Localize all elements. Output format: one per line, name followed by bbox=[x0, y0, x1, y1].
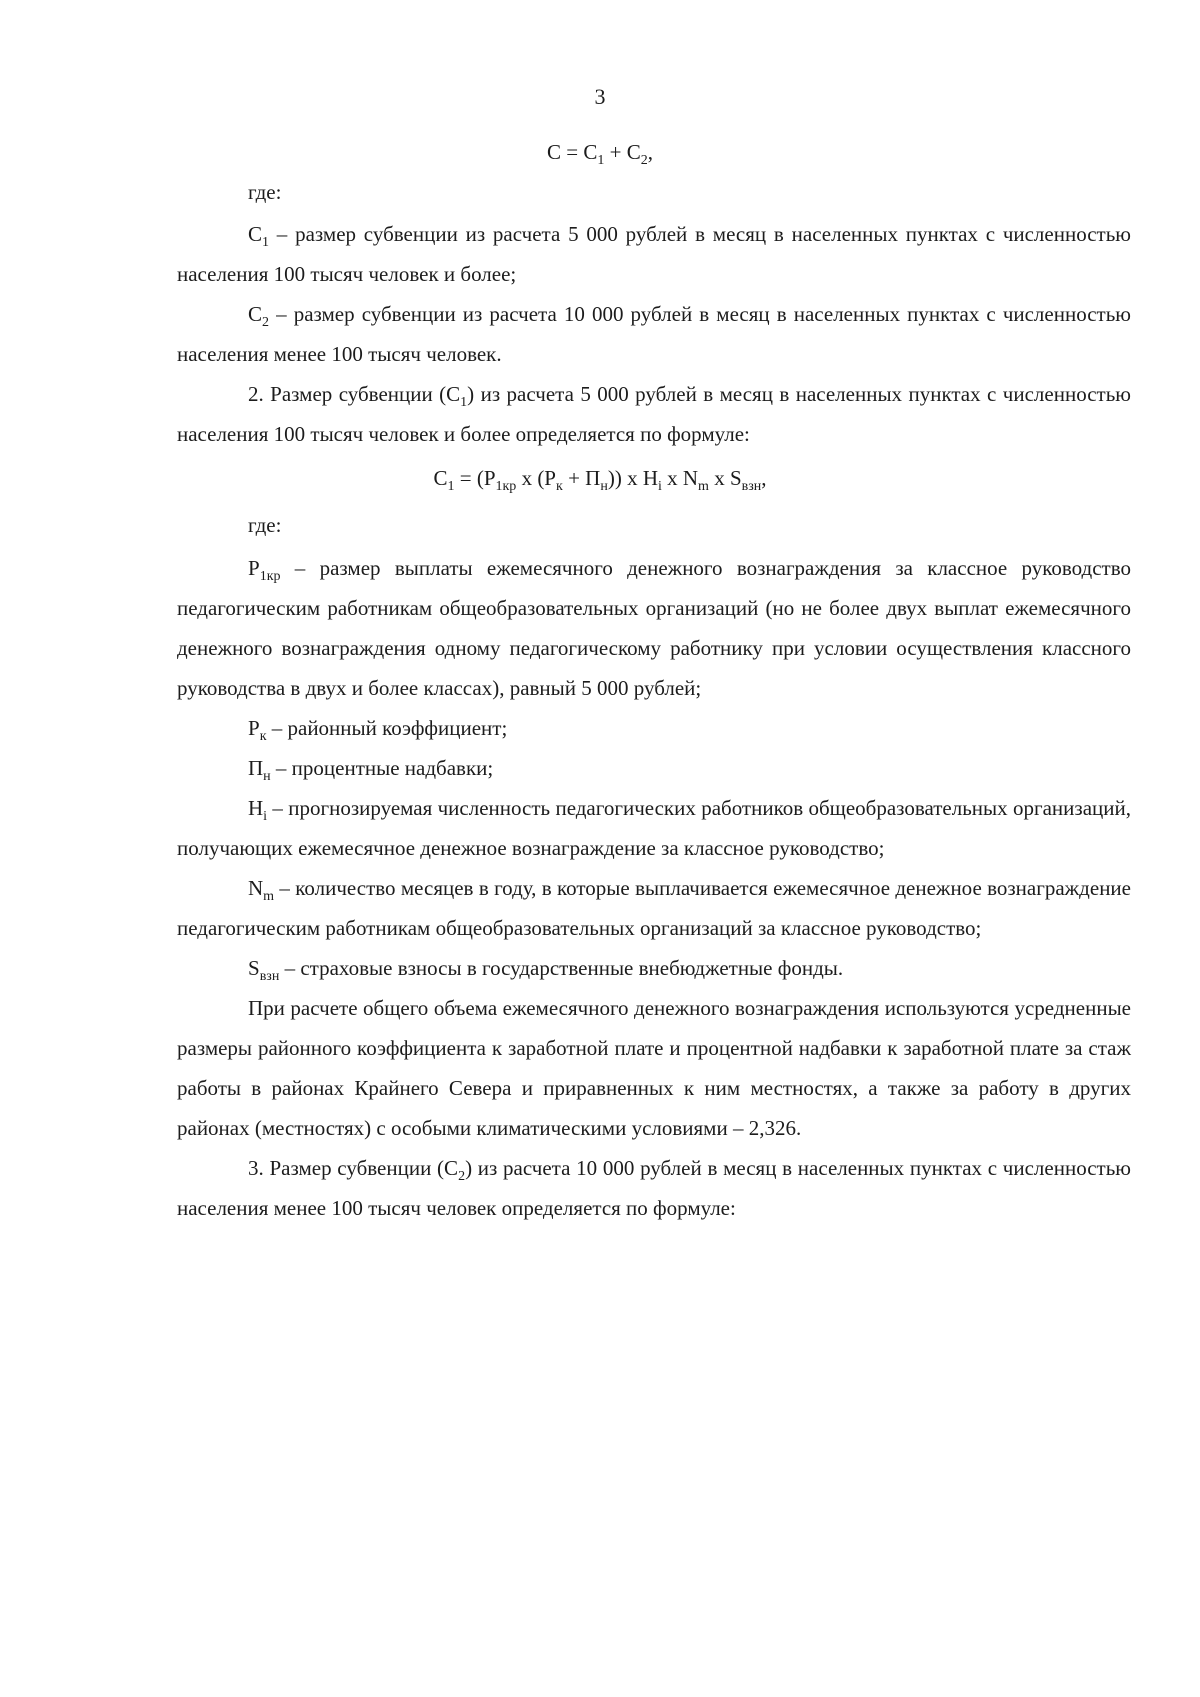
paragraph-text: ) из расчета 10 000 рублей в месяц в населенных пунктах с численностью населения менее 100 тысяч человек определяется по формуле: bbox=[177, 1156, 1131, 1220]
definition-text: – прогнозируемая численность педагогических работников общеобразовательных организаций, получающих ежемесячное денежное вознаграждение за классное руководство; bbox=[177, 796, 1131, 860]
formula-subscript: i bbox=[657, 479, 662, 494]
formula-text: , bbox=[647, 140, 653, 164]
definition-hi bbox=[177, 788, 1131, 868]
item-2 bbox=[177, 374, 1131, 454]
definition-text: – районный коэффициент; bbox=[266, 716, 508, 740]
definition-text: – количество месяцев в году, в которые выплачивается ежемесячное денежное вознаграждение педагогическим работникам общеобразовательных организаций за классное руководство; bbox=[177, 876, 1131, 940]
symbol-subscript: к bbox=[259, 729, 267, 744]
symbol: N bbox=[248, 876, 264, 900]
definition-text: – размер субвенции из расчета 5 000 рублей в месяц в населенных пунктах с численностью населения 100 тысяч человек и более; bbox=[177, 222, 1131, 286]
symbol: П bbox=[248, 756, 264, 780]
formula-text: х (Р bbox=[516, 466, 556, 490]
definition-pk bbox=[177, 708, 1131, 748]
symbol: Р bbox=[248, 716, 260, 740]
symbol: S bbox=[248, 956, 260, 980]
page-number: 3 bbox=[594, 84, 606, 109]
definition-text: – процентные надбавки; bbox=[270, 756, 494, 780]
definition-text: – размер субвенции из расчета 10 000 рублей в месяц в населенных пунктах с численностью населения менее 100 тысяч человек. bbox=[177, 302, 1131, 366]
definition-text: – размер выплаты ежемесячного денежного вознаграждения за классное руководство педагогическим работникам общеобразовательных организаций (но не более двух выплат ежемесячного денежного вознаграждения одному педагогическому работнику при условии осуществления классного руководства в двух и более классах), равный 5 000 рублей; bbox=[177, 556, 1131, 700]
formula-text: , bbox=[761, 466, 767, 490]
formula-text: х S bbox=[708, 466, 742, 490]
symbol-subscript: 1 bbox=[262, 235, 270, 250]
formula-text: + П bbox=[562, 466, 601, 490]
paragraph-text: 2. Размер субвенции (С bbox=[248, 382, 461, 406]
formula-subscript: 1 bbox=[597, 153, 605, 168]
item-3 bbox=[177, 1148, 1131, 1228]
definition-pn bbox=[177, 748, 1131, 788]
paragraph-text: ) из расчета 5 000 рублей в месяц в населенных пунктах с численностью населения 100 тысяч человек и более определяется по формуле: bbox=[177, 382, 1131, 446]
formula-subscript: 2 bbox=[640, 153, 648, 168]
formula-subscript: н bbox=[600, 479, 608, 494]
formula-subscript: 1кр bbox=[495, 479, 517, 494]
formula-subscript: m bbox=[698, 479, 709, 494]
formula-text: )) х Н bbox=[607, 466, 658, 490]
symbol: С bbox=[248, 222, 263, 246]
symbol-subscript: 1 bbox=[460, 395, 468, 410]
paragraph-average-coefficients: При расчете общего объема ежемесячного денежного вознаграждения используются усредненные размеры районного коэффициента к заработной плате и процентной надбавки к заработной плате за стаж работы в районах Крайнего Севера и приравненных к ним местностях, а также за работу в других районах (местностях) с особыми климатическими условиями – 2,326. bbox=[177, 996, 1131, 1140]
symbol: Н bbox=[248, 796, 264, 820]
symbol-subscript: 2 bbox=[458, 1169, 466, 1184]
symbol-subscript: m bbox=[263, 889, 275, 904]
definition-c1 bbox=[177, 214, 1131, 294]
formula-subscript: к bbox=[556, 479, 563, 494]
formula-text: + С bbox=[604, 140, 641, 164]
symbol-subscript: 2 bbox=[262, 315, 270, 330]
formula-text: х N bbox=[661, 466, 699, 490]
formula-total bbox=[0, 140, 1200, 168]
formula-subscript: 1 bbox=[447, 479, 455, 494]
symbol-subscript: н bbox=[263, 769, 271, 784]
symbol: Р bbox=[248, 556, 260, 580]
definition-c2 bbox=[177, 294, 1131, 374]
formula-c1 bbox=[0, 466, 1200, 494]
definitions-c bbox=[177, 214, 1131, 454]
symbol-subscript: 1кр bbox=[259, 569, 281, 584]
paragraph-text: 3. Размер субвенции (С bbox=[248, 1156, 459, 1180]
formula-text: = (Р bbox=[454, 466, 496, 490]
definition-text: – страховые взносы в государственные внебюджетные фонды. bbox=[279, 956, 844, 980]
definition-p1kr bbox=[177, 548, 1131, 708]
formula-text: С = С bbox=[547, 140, 598, 164]
formula-subscript: взн bbox=[741, 479, 762, 494]
symbol-subscript: i bbox=[263, 809, 268, 824]
definition-nm bbox=[177, 868, 1131, 948]
symbol-subscript: взн bbox=[259, 969, 280, 984]
definitions-c1 bbox=[177, 548, 1131, 1228]
where-label: где: bbox=[248, 513, 282, 537]
symbol: С bbox=[248, 302, 263, 326]
formula-text: С bbox=[433, 466, 448, 490]
where-label: где: bbox=[248, 180, 282, 204]
definition-svzn bbox=[177, 948, 1131, 988]
